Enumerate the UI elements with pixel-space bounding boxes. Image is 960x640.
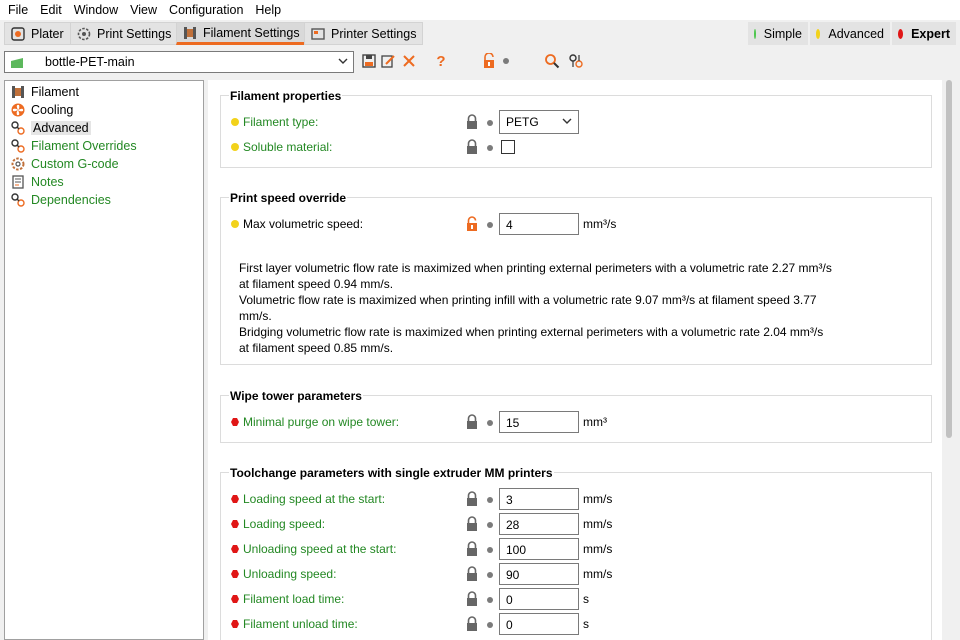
unit-label: mm/s — [583, 517, 613, 531]
option-label: Unloading speed: — [243, 567, 337, 581]
system-dot-icon — [497, 52, 515, 70]
minimal-purge-input[interactable]: 15 — [499, 411, 579, 433]
simple-mode-dot-icon — [754, 29, 756, 39]
unloading-speed-input[interactable]: 90 — [499, 563, 579, 585]
mode-advanced-label: Advanced — [828, 26, 884, 41]
save-icon[interactable] — [360, 52, 378, 70]
tree-item-label: Notes — [31, 175, 64, 189]
tab-plater-label: Plater — [31, 26, 64, 41]
search-icon[interactable] — [543, 52, 561, 70]
notes-icon — [11, 175, 25, 189]
menu-window[interactable]: Window — [73, 3, 119, 17]
system-value-dot-icon[interactable] — [487, 522, 493, 528]
green-flag-icon — [11, 57, 25, 67]
group-filament-properties — [220, 89, 932, 168]
compare-presets-icon[interactable] — [567, 52, 585, 70]
wrench-icon — [11, 121, 25, 135]
system-value-dot-icon[interactable] — [487, 145, 493, 151]
preset-name: bottle-PET-main — [45, 55, 135, 69]
mode-expert-label: Expert — [911, 26, 950, 41]
printer-icon — [311, 27, 325, 41]
system-value-dot-icon[interactable] — [487, 622, 493, 628]
tree-item-advanced[interactable] — [5, 119, 203, 137]
lock-icon[interactable] — [465, 516, 479, 532]
option-label: Filament load time: — [243, 592, 345, 606]
lock-icon[interactable] — [465, 114, 479, 130]
vertical-scrollbar[interactable] — [944, 80, 954, 640]
wrench-icon — [11, 193, 25, 207]
system-value-dot-icon[interactable] — [487, 597, 493, 603]
tab-printer-settings[interactable] — [304, 22, 423, 45]
lock-icon[interactable] — [465, 139, 479, 155]
option-label: Loading speed at the start: — [243, 492, 386, 506]
system-value-dot-icon[interactable] — [487, 572, 493, 578]
tree-item-label: Dependencies — [31, 193, 111, 207]
menu-file[interactable]: File — [8, 3, 29, 17]
delete-icon[interactable] — [400, 52, 418, 70]
option-unloading-speed — [221, 563, 931, 585]
print-settings-icon — [77, 27, 91, 41]
advanced-bullet-icon — [231, 118, 239, 126]
expert-bullet-icon — [231, 495, 239, 503]
unlock-icon[interactable] — [480, 52, 498, 70]
description-line: First layer volumetric flow rate is maximized when printing external perimeters with a volumetric rate 2.27 mm³/s — [239, 261, 832, 275]
option-label: Filament unload time: — [243, 617, 358, 631]
tab-bar — [0, 20, 960, 46]
group-title: Toolchange parameters with single extruder MM printers — [230, 466, 553, 480]
tab-filament-settings-label: Filament Settings — [203, 25, 300, 40]
preset-toolbar — [0, 48, 960, 76]
filament-type-value: PETG — [506, 115, 539, 129]
unloading-speed-start-input[interactable]: 100 — [499, 538, 579, 560]
expert-bullet-icon — [231, 418, 239, 426]
option-filament-load-time — [221, 588, 931, 610]
lock-icon[interactable] — [465, 591, 479, 607]
option-label: Filament type: — [243, 115, 319, 129]
tree-item-cooling[interactable] — [5, 101, 203, 119]
tree-item-label: Filament Overrides — [31, 139, 137, 153]
description-line: at filament speed 0.94 mm/s. — [239, 277, 394, 291]
unit-label: s — [583, 592, 589, 606]
expert-bullet-icon — [231, 595, 239, 603]
expert-bullet-icon — [231, 620, 239, 628]
preset-dropdown[interactable] — [4, 51, 354, 73]
chevron-down-icon — [337, 55, 349, 70]
unit-label: mm³/s — [583, 217, 617, 231]
settings-page — [208, 80, 942, 640]
lock-icon[interactable] — [465, 491, 479, 507]
tab-filament-settings[interactable] — [176, 22, 307, 45]
group-print-speed-override — [220, 191, 932, 365]
option-label: Soluble material: — [243, 140, 333, 154]
unlock-icon[interactable] — [465, 216, 479, 232]
group-title: Wipe tower parameters — [230, 389, 362, 403]
loading-speed-input[interactable]: 28 — [499, 513, 579, 535]
advanced-mode-dot-icon — [816, 29, 820, 39]
filament-load-time-input[interactable]: 0 — [499, 588, 579, 610]
description-line: at filament speed 0.85 mm/s. — [239, 341, 394, 355]
help-icon[interactable]: ? — [436, 52, 446, 70]
mode-simple[interactable] — [748, 22, 808, 45]
expert-bullet-icon — [231, 520, 239, 528]
unit-label: mm³ — [583, 415, 607, 429]
lock-icon[interactable] — [465, 541, 479, 557]
option-label: Unloading speed at the start: — [243, 542, 397, 556]
soluble-material-checkbox[interactable] — [501, 140, 515, 154]
volumetric-flow-description — [239, 260, 859, 356]
group-title: Print speed override — [230, 191, 347, 205]
menu-configuration[interactable]: Configuration — [169, 3, 244, 17]
system-value-dot-icon[interactable] — [487, 420, 493, 426]
filament-spool-icon — [183, 26, 197, 40]
tree-item-filament[interactable] — [5, 83, 203, 101]
expert-bullet-icon — [231, 570, 239, 578]
description-line: Volumetric flow rate is maximized when printing infill with a volumetric rate 9.07 mm³/s at filament speed 3.77 — [239, 293, 817, 307]
plater-icon — [11, 27, 25, 41]
tab-print-settings-label: Print Settings — [97, 26, 172, 41]
system-value-dot-icon[interactable] — [487, 120, 493, 126]
system-value-dot-icon[interactable] — [487, 497, 493, 503]
fan-icon — [11, 103, 25, 117]
group-toolchange-parameters — [220, 466, 932, 640]
option-loading-speed-start — [221, 488, 931, 510]
advanced-bullet-icon — [231, 220, 239, 228]
option-label: Max volumetric speed: — [243, 217, 364, 231]
expert-bullet-icon — [231, 545, 239, 553]
filament-spool-icon — [11, 85, 25, 99]
tree-item-notes[interactable] — [5, 173, 203, 191]
menu-help[interactable]: Help — [255, 3, 282, 17]
menu-bar — [0, 0, 960, 20]
mode-advanced[interactable] — [810, 22, 890, 45]
menu-edit[interactable]: Edit — [40, 3, 62, 17]
description-line: Bridging volumetric flow rate is maximized when printing external perimeters with a volumetric rate 2.04 mm³/s — [239, 325, 824, 339]
tree-item-custom-gcode[interactable] — [5, 155, 203, 173]
option-label: Minimal purge on wipe tower: — [243, 415, 400, 429]
loading-speed-start-input[interactable]: 3 — [499, 488, 579, 510]
option-loading-speed — [221, 513, 931, 535]
tree-item-label: Filament — [31, 85, 79, 99]
unit-label: mm/s — [583, 567, 613, 581]
chevron-down-icon — [561, 115, 573, 130]
rename-icon[interactable] — [379, 52, 397, 70]
lock-icon[interactable] — [465, 414, 479, 430]
tab-plater[interactable] — [4, 22, 71, 45]
filament-type-select[interactable] — [499, 110, 579, 134]
max-volumetric-speed-input[interactable]: 4 — [499, 213, 579, 235]
lock-icon[interactable] — [465, 566, 479, 582]
option-unloading-speed-start — [221, 538, 931, 560]
option-max-volumetric-speed — [221, 213, 931, 235]
filament-unload-time-input[interactable]: 0 — [499, 613, 579, 635]
unit-label: s — [583, 617, 589, 631]
settings-page-tree — [4, 80, 204, 640]
wrench-icon — [11, 139, 25, 153]
option-label: Loading speed: — [243, 517, 326, 531]
tree-item-label: Cooling — [31, 103, 74, 117]
unit-label: mm/s — [583, 542, 613, 556]
lock-icon[interactable] — [465, 616, 479, 632]
gear-icon — [11, 157, 25, 171]
system-value-dot-icon[interactable] — [487, 222, 493, 228]
mode-simple-label: Simple — [763, 26, 802, 41]
group-title: Filament properties — [230, 89, 342, 103]
option-filament-type — [221, 111, 931, 133]
mode-expert[interactable] — [892, 22, 956, 45]
tree-item-filament-overrides[interactable] — [5, 137, 203, 155]
tree-item-label: Custom G-code — [31, 157, 119, 171]
tab-printer-settings-label: Printer Settings — [331, 26, 417, 41]
scrollbar-thumb[interactable] — [946, 80, 952, 438]
menu-view[interactable]: View — [130, 3, 158, 17]
option-minimal-purge — [221, 411, 931, 433]
tree-item-dependencies[interactable] — [5, 191, 203, 209]
tab-print-settings[interactable] — [70, 22, 178, 45]
tree-item-label: Advanced — [33, 121, 89, 135]
option-soluble-material — [221, 136, 931, 158]
unit-label: mm/s — [583, 492, 613, 506]
advanced-bullet-icon — [231, 143, 239, 151]
expert-mode-dot-icon — [898, 29, 903, 39]
system-value-dot-icon[interactable] — [487, 547, 493, 553]
description-line: mm/s. — [239, 309, 272, 323]
option-filament-unload-time — [221, 613, 931, 635]
group-wipe-tower — [220, 389, 932, 443]
